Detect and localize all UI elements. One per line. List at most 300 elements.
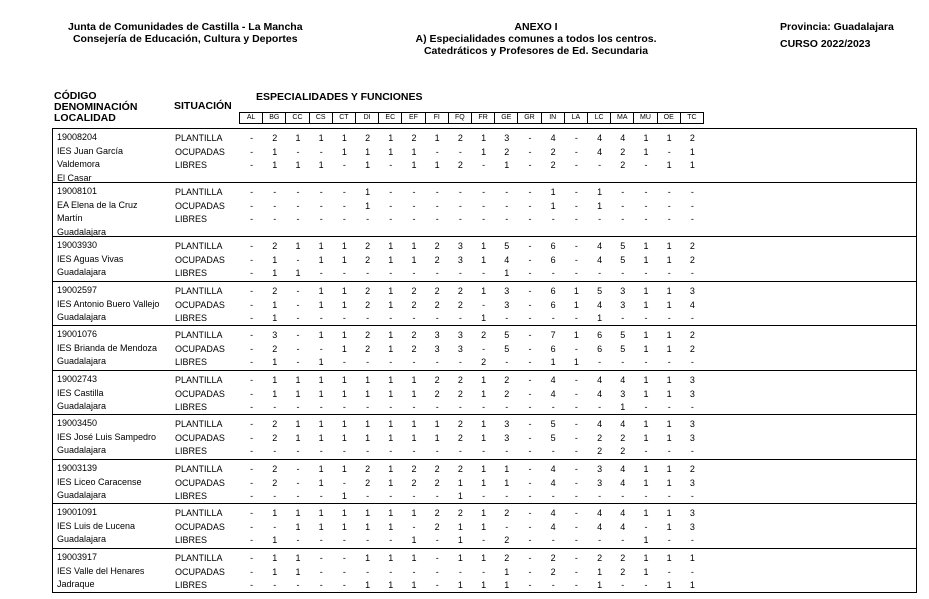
cell-fi: 2: [434, 254, 440, 265]
cell-lc: 2: [597, 432, 603, 443]
cell-mu: -: [644, 200, 648, 211]
cell-bg: 1: [272, 254, 278, 265]
center-name-line: Guadalajara: [57, 267, 107, 277]
cell-ge: -: [505, 313, 509, 323]
cell-ef: 1: [411, 535, 417, 545]
cell-lc: -: [598, 535, 602, 545]
cell-di: -: [366, 214, 370, 224]
center-name-line: Guadalajara: [57, 312, 107, 322]
cell-la: -: [574, 313, 578, 323]
cell-ec: 1: [388, 286, 394, 296]
cell-fr: -: [482, 535, 486, 545]
cell-oe: -: [667, 146, 671, 157]
cell-ct: 1: [341, 254, 347, 265]
cell-mu: 1: [643, 388, 649, 399]
cell-ef: -: [412, 446, 416, 456]
cell-mu: -: [644, 580, 648, 590]
center-name-line: El Casar: [57, 172, 92, 183]
cell-di: -: [366, 446, 370, 456]
cell-fr: 1: [481, 313, 487, 323]
specialty-mu: MU: [633, 112, 657, 124]
cell-ma: 5: [620, 343, 626, 354]
cell-fq: 3: [457, 254, 463, 265]
cell-gr: -: [528, 200, 532, 211]
header-meta: [780, 21, 894, 55]
cell-fq: 1: [457, 553, 463, 563]
specialty-cc: CC: [285, 112, 309, 124]
situation-label: LIBRES: [175, 402, 208, 412]
cell-ct: 1: [341, 241, 347, 251]
cell-gr: -: [528, 566, 532, 577]
cell-al: -: [250, 388, 254, 399]
center-name-line: EA Elena de la Cruz: [57, 199, 138, 210]
cell-in: 6: [550, 299, 556, 310]
cell-al: -: [250, 432, 254, 443]
cell-gr: -: [528, 299, 532, 310]
cell-ma: 5: [620, 241, 626, 251]
cell-tc: -: [690, 402, 694, 412]
cell-cc: 1: [295, 553, 301, 563]
cell-cs: 1: [318, 521, 324, 532]
cell-al: -: [250, 286, 254, 296]
cell-bg: -: [273, 402, 277, 412]
cell-ma: -: [621, 200, 625, 211]
cell-ef: -: [412, 268, 416, 278]
cell-mu: 1: [643, 432, 649, 443]
situation-label: PLANTILLA: [175, 419, 223, 429]
cell-ef: 1: [411, 241, 417, 251]
specialty-ef: EF: [401, 112, 425, 124]
cell-fr: 1: [481, 133, 487, 143]
cell-di: -: [366, 313, 370, 323]
cell-fr: 1: [481, 580, 487, 590]
situation-label: PLANTILLA: [175, 464, 223, 474]
cell-ma: 2: [620, 553, 626, 563]
cell-ef: 1: [411, 553, 417, 563]
cell-fr: 1: [481, 388, 487, 399]
cell-tc: 2: [689, 241, 695, 251]
cell-in: 7: [550, 330, 556, 340]
cell-fq: 2: [457, 432, 463, 443]
cell-fr: -: [482, 343, 486, 354]
specialty-oe: OE: [657, 112, 681, 124]
cell-fq: 2: [457, 299, 463, 310]
cell-ec: -: [389, 313, 393, 323]
center-name-line: IES Juan García: [57, 145, 124, 156]
cell-fi: -: [435, 200, 439, 211]
cell-fi: 2: [434, 477, 440, 488]
cell-oe: -: [667, 214, 671, 224]
cell-di: 2: [365, 133, 371, 143]
cell-bg: -: [273, 580, 277, 590]
cell-fr: 1: [481, 553, 487, 563]
cell-cs: 1: [318, 464, 324, 474]
header-organization: [68, 21, 303, 45]
cell-cs: 1: [318, 477, 324, 488]
cell-ec: 1: [388, 343, 394, 354]
cell-fq: 2: [457, 508, 463, 518]
cell-ct: -: [342, 200, 346, 211]
cell-fq: -: [458, 446, 462, 456]
specialty-ec: EC: [378, 112, 402, 124]
cell-fr: 2: [481, 357, 487, 367]
cell-lc: 6: [597, 330, 603, 340]
specialty-al: AL: [239, 112, 263, 124]
cell-ct: -: [342, 313, 346, 323]
cell-bg: 1: [272, 160, 278, 170]
cell-tc: 2: [689, 254, 695, 265]
center-name-line: IES Antonio Buero Vallejo: [57, 298, 160, 309]
cell-bg: 1: [272, 535, 278, 545]
cell-oe: 1: [666, 477, 672, 488]
cell-di: 1: [365, 187, 371, 197]
cell-bg: 1: [272, 375, 278, 385]
cell-cs: 1: [318, 254, 324, 265]
cell-fr: 1: [481, 146, 487, 157]
cell-bg: 2: [272, 419, 278, 429]
cell-cc: -: [296, 200, 300, 211]
cell-tc: -: [690, 200, 694, 211]
cell-mu: -: [644, 187, 648, 197]
cell-fi: 2: [434, 286, 440, 296]
cell-gr: -: [528, 388, 532, 399]
cell-al: -: [250, 553, 254, 563]
cell-tc: -: [690, 357, 694, 367]
cell-al: -: [250, 343, 254, 354]
cell-al: -: [250, 160, 254, 170]
cell-fr: -: [482, 187, 486, 197]
cell-gr: -: [528, 214, 532, 224]
cell-ef: 1: [411, 508, 417, 518]
center-name-line: Valdemora: [57, 159, 100, 169]
cell-di: -: [366, 402, 370, 412]
cell-ec: -: [389, 187, 393, 197]
cell-cc: -: [296, 357, 300, 367]
cell-cs: -: [319, 535, 323, 545]
cell-bg: -: [273, 200, 277, 211]
cell-in: 5: [550, 419, 556, 429]
specialty-bg: BG: [262, 112, 286, 124]
cell-cs: 1: [318, 299, 324, 310]
cell-fq: 3: [457, 241, 463, 251]
cell-ct: 1: [341, 286, 347, 296]
cell-cc: 1: [295, 375, 301, 385]
cell-la: -: [574, 388, 578, 399]
cell-lc: 4: [597, 254, 603, 265]
cell-lc: 2: [597, 446, 603, 456]
cell-cc: -: [296, 146, 300, 157]
cell-ec: 1: [388, 580, 394, 590]
cell-cc: -: [296, 254, 300, 265]
center-code: 19003450: [57, 418, 98, 428]
cell-ma: 2: [620, 160, 626, 170]
cell-cc: -: [296, 535, 300, 545]
cell-la: 1: [573, 357, 579, 367]
cell-ge: -: [505, 521, 509, 532]
center-code: 19002743: [57, 374, 98, 384]
center-block: [52, 548, 917, 593]
cell-ma: 3: [620, 299, 626, 310]
cell-oe: 1: [666, 419, 672, 429]
situation-label: OCUPADAS: [175, 521, 225, 532]
cell-ma: 2: [620, 446, 626, 456]
cell-fi: -: [435, 214, 439, 224]
cell-ct: 1: [341, 521, 347, 532]
cell-bg: -: [273, 491, 277, 501]
column-header-codigo-line: CÓDIGO: [54, 90, 97, 102]
situation-label: LIBRES: [175, 268, 208, 278]
cell-mu: 1: [643, 464, 649, 474]
cell-tc: 3: [689, 419, 695, 429]
center-block: [52, 414, 917, 459]
cell-oe: 1: [666, 553, 672, 563]
cell-in: -: [551, 268, 555, 278]
cell-fq: -: [458, 146, 462, 157]
center-code: 19001091: [57, 507, 98, 517]
cell-al: -: [250, 580, 254, 590]
cell-lc: 4: [597, 375, 603, 385]
cell-cc: -: [296, 446, 300, 456]
cell-fr: 1: [481, 464, 487, 474]
cell-oe: 1: [666, 286, 672, 296]
cell-di: 1: [365, 146, 371, 157]
cell-fq: -: [458, 357, 462, 367]
cell-lc: -: [598, 491, 602, 501]
cell-tc: -: [690, 566, 694, 577]
cell-di: 2: [365, 343, 371, 354]
cell-fq: 1: [457, 491, 463, 501]
cell-di: 1: [365, 200, 371, 211]
cell-al: -: [250, 566, 254, 577]
cell-cc: 1: [295, 268, 301, 278]
cell-ma: 5: [620, 254, 626, 265]
cell-in: 5: [550, 432, 556, 443]
cell-ct: -: [342, 580, 346, 590]
cell-mu: -: [644, 491, 648, 501]
cell-fi: -: [435, 553, 439, 563]
cell-ef: 2: [411, 330, 417, 340]
center-code: 19008204: [57, 132, 98, 142]
cell-ge: 3: [504, 133, 510, 143]
cell-mu: 1: [643, 330, 649, 340]
cell-gr: -: [528, 580, 532, 590]
cell-ec: -: [389, 268, 393, 278]
cell-ct: 1: [341, 330, 347, 340]
cell-ef: -: [412, 214, 416, 224]
cell-tc: -: [690, 268, 694, 278]
cell-lc: 1: [597, 187, 603, 197]
cell-fr: 1: [481, 419, 487, 429]
cell-al: -: [250, 357, 254, 367]
cell-lc: 5: [597, 286, 603, 296]
cell-ge: 1: [504, 477, 510, 488]
cell-cs: 1: [318, 419, 324, 429]
cell-oe: -: [667, 268, 671, 278]
cell-fr: 1: [481, 521, 487, 532]
cell-la: -: [574, 535, 578, 545]
cell-mu: 1: [643, 477, 649, 488]
center-block: [52, 459, 917, 503]
cell-fr: 1: [481, 477, 487, 488]
cell-di: 1: [365, 553, 371, 563]
specialty-cs: CS: [309, 112, 333, 124]
center-name-line: Guadalajara: [57, 534, 107, 544]
cell-cs: -: [319, 200, 323, 211]
situation-label: PLANTILLA: [175, 553, 223, 563]
cell-ec: -: [389, 214, 393, 224]
cell-lc: 4: [597, 146, 603, 157]
cell-fr: 2: [481, 330, 487, 340]
specialty-gr: GR: [517, 112, 541, 124]
cell-gr: -: [528, 508, 532, 518]
cell-tc: 3: [689, 521, 695, 532]
cell-la: -: [574, 446, 578, 456]
center-code: 19003930: [57, 240, 98, 250]
header-title-line-3: Catedráticos y Profesores de Ed. Secundaria: [423, 45, 649, 57]
cell-ct: -: [342, 477, 346, 488]
cell-ct: 1: [341, 375, 347, 385]
cell-bg: 1: [272, 357, 278, 367]
cell-mu: -: [644, 446, 648, 456]
cell-fi: 2: [434, 464, 440, 474]
cell-cc: -: [296, 402, 300, 412]
center-name-line: Guadalajara: [57, 445, 107, 455]
cell-bg: -: [273, 446, 277, 456]
cell-fr: -: [482, 491, 486, 501]
cell-di: 1: [365, 580, 371, 590]
cell-cs: -: [319, 187, 323, 197]
cell-ma: -: [621, 268, 625, 278]
cell-ef: -: [412, 491, 416, 501]
cell-ct: 1: [341, 508, 347, 518]
cell-fq: 2: [457, 133, 463, 143]
cell-gr: -: [528, 160, 532, 170]
cell-fi: -: [435, 402, 439, 412]
cell-in: -: [551, 491, 555, 501]
cell-lc: 2: [597, 553, 603, 563]
cell-ma: 4: [620, 521, 626, 532]
cell-oe: 1: [666, 521, 672, 532]
cell-la: -: [574, 133, 578, 143]
column-header-codigo-line: DENOMINACIÓN: [54, 101, 138, 113]
cell-ct: -: [342, 402, 346, 412]
situation-label: LIBRES: [175, 446, 208, 456]
cell-la: -: [574, 553, 578, 563]
cell-ef: -: [412, 521, 416, 532]
cell-fi: -: [435, 566, 439, 577]
cell-oe: 1: [666, 388, 672, 399]
cell-bg: 3: [272, 330, 278, 340]
cell-ma: 2: [620, 146, 626, 157]
cell-fq: 2: [457, 286, 463, 296]
cell-mu: 1: [643, 299, 649, 310]
cell-di: 1: [365, 432, 371, 443]
cell-fq: 3: [457, 343, 463, 354]
column-header-situacion: SITUACIÓN: [174, 100, 232, 112]
cell-ec: -: [389, 535, 393, 545]
cell-fr: -: [482, 402, 486, 412]
cell-ma: 4: [620, 464, 626, 474]
cell-cs: -: [319, 446, 323, 456]
cell-bg: 2: [272, 241, 278, 251]
cell-di: 1: [365, 388, 371, 399]
cell-fi: -: [435, 268, 439, 278]
cell-fr: 1: [481, 241, 487, 251]
cell-in: 6: [550, 343, 556, 354]
cell-la: 1: [573, 299, 579, 310]
cell-mu: 1: [643, 146, 649, 157]
cell-ma: 4: [620, 133, 626, 143]
cell-cc: 1: [295, 566, 301, 577]
cell-la: -: [574, 254, 578, 265]
cell-ct: 1: [341, 133, 347, 143]
cell-ec: 1: [388, 419, 394, 429]
cell-fq: 2: [457, 388, 463, 399]
cell-fi: 3: [434, 330, 440, 340]
cell-ct: 1: [341, 432, 347, 443]
cell-al: -: [250, 464, 254, 474]
specialty-tc: TC: [680, 112, 704, 124]
cell-in: 6: [550, 241, 556, 251]
cell-gr: -: [528, 491, 532, 501]
cell-la: -: [574, 432, 578, 443]
cell-tc: 3: [689, 432, 695, 443]
center-name-line: Guadalajara: [57, 356, 107, 366]
cell-fq: -: [458, 566, 462, 577]
cell-lc: -: [598, 357, 602, 367]
cell-oe: 1: [666, 343, 672, 354]
cell-ct: -: [342, 214, 346, 224]
cell-ec: -: [389, 357, 393, 367]
cell-lc: 3: [597, 464, 603, 474]
cell-ef: 1: [411, 580, 417, 590]
cell-fq: -: [458, 200, 462, 211]
cell-la: -: [574, 580, 578, 590]
cell-in: 6: [550, 286, 556, 296]
cell-tc: 4: [689, 299, 695, 310]
cell-ef: 2: [411, 286, 417, 296]
cell-tc: 3: [689, 508, 695, 518]
cell-mu: -: [644, 357, 648, 367]
cell-cs: -: [319, 402, 323, 412]
cell-ef: 1: [411, 375, 417, 385]
cell-fq: -: [458, 268, 462, 278]
cell-cs: -: [319, 343, 323, 354]
cell-al: -: [250, 268, 254, 278]
cell-tc: 1: [689, 553, 695, 563]
cell-al: -: [250, 535, 254, 545]
cell-mu: -: [644, 214, 648, 224]
cell-lc: -: [598, 402, 602, 412]
cell-cs: -: [319, 580, 323, 590]
cell-di: 2: [365, 299, 371, 310]
cell-cc: -: [296, 491, 300, 501]
center-name-line: Jadraque: [57, 579, 95, 589]
cell-ec: 1: [388, 464, 394, 474]
cell-fq: 3: [457, 330, 463, 340]
cell-fr: 1: [481, 254, 487, 265]
cell-gr: -: [528, 133, 532, 143]
cell-al: -: [250, 254, 254, 265]
cell-fi: -: [435, 446, 439, 456]
cell-bg: 2: [272, 343, 278, 354]
cell-ec: 1: [388, 299, 394, 310]
cell-oe: -: [667, 446, 671, 456]
cell-tc: -: [690, 491, 694, 501]
cell-mu: 1: [643, 286, 649, 296]
cell-cs: 1: [318, 133, 324, 143]
center-name-line: Guadalajara: [57, 490, 107, 500]
